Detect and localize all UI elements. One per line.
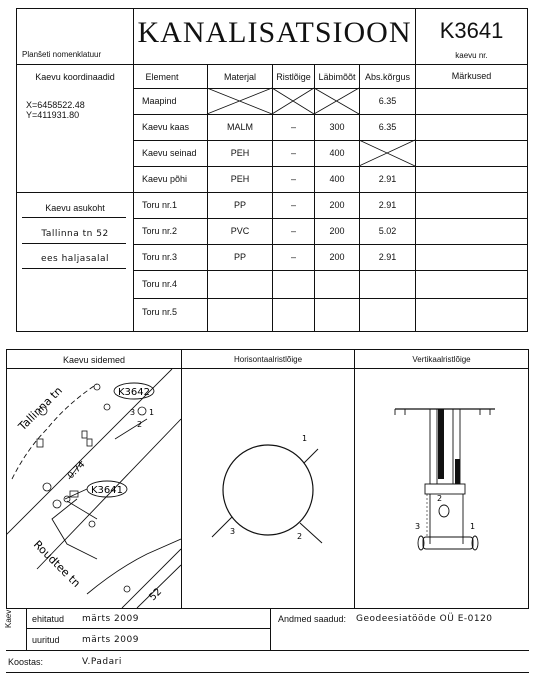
table-cell: Kaevu põhi: [142, 174, 188, 184]
coord-y: Y=411931.80: [26, 110, 80, 120]
well-code-caption: kaevu nr.: [455, 51, 488, 60]
table-cell: 400: [329, 148, 345, 158]
table-cell: Toru nr.5: [142, 307, 178, 317]
table-cell: 300: [329, 122, 345, 132]
table-cell: 200: [329, 226, 345, 236]
table-cell: –: [290, 174, 296, 184]
author-value: V.Padari: [82, 657, 122, 667]
v-pipe-3: 3: [415, 522, 421, 531]
v-pipe-1: 1: [470, 522, 476, 531]
table-cell: PVC: [230, 226, 250, 236]
v-pipe-2: 2: [437, 494, 443, 503]
table-cell: –: [290, 252, 296, 262]
pipe-label-2: 2: [137, 420, 143, 429]
table-cell: 200: [329, 200, 345, 210]
page-title: KANALISATSIOON: [137, 16, 412, 49]
vertical-title: Vertikaalristlõige: [412, 355, 471, 364]
table-cell: 6.35: [378, 96, 397, 106]
built-label: ehitatud: [32, 614, 65, 624]
location-line2: ees haljasalal: [40, 254, 110, 264]
table-cell: Toru nr.4: [142, 279, 178, 289]
col-header-abs: Abs.kõrgus: [364, 72, 411, 82]
table-cell: 2.91: [378, 200, 397, 210]
well-k3641-label: K3641: [90, 485, 124, 496]
well-code: K3641: [439, 18, 504, 43]
table-cell: PEH: [230, 148, 250, 158]
horizontal-title: Horisontaalristlõige: [233, 355, 303, 364]
author-label: Koostas:: [8, 657, 44, 667]
table-cell: 5.02: [378, 226, 397, 236]
col-header-section: Ristlõige: [276, 72, 311, 82]
well-k3642-label: K3642: [117, 387, 151, 398]
table-cell: Toru nr.1: [142, 200, 178, 210]
col-header-element: Element: [145, 72, 179, 82]
source-label: Andmed saadud:: [278, 614, 347, 624]
table-cell: 400: [329, 174, 345, 184]
source-value: Geodeesiatööde OÜ E-0120: [356, 614, 493, 624]
col-header-diameter: Läbimõõt: [318, 72, 356, 82]
table-cell: –: [290, 122, 296, 132]
table-cell: PEH: [230, 174, 250, 184]
nomenclature-label: Planšeti nomenklatuur: [22, 50, 102, 59]
table-cell: PP: [233, 200, 246, 210]
table-cell: Toru nr.3: [142, 252, 178, 262]
vertical-section: [355, 369, 528, 608]
col-header-material: Materjal: [223, 72, 256, 82]
table-cell: –: [290, 200, 296, 210]
coords-label: Kaevu koordinaadid: [35, 72, 115, 82]
table-cell: 2.91: [378, 174, 397, 184]
table-cell: MALM: [226, 122, 253, 132]
number-label: 52: [147, 586, 165, 604]
kaev-label: Kaev: [4, 609, 13, 628]
updated-label: uuritud: [32, 635, 60, 645]
table-cell: Kaevu seinad: [142, 148, 197, 158]
built-value: märts 2009: [82, 614, 139, 624]
table-cell: Toru nr.2: [142, 226, 178, 236]
pipe-label-1: 1: [149, 408, 155, 417]
coord-x: X=6458522.48: [26, 100, 85, 110]
table-cell: 200: [329, 252, 345, 262]
updated-value: märts 2009: [82, 635, 139, 645]
location-line1: Tallinna tn 52: [41, 229, 109, 239]
location-label: Kaevu asukoht: [45, 203, 105, 213]
table-cell: PP: [233, 252, 246, 262]
table-cell: Kaevu kaas: [142, 122, 190, 132]
pipe-label-3: 3: [130, 408, 136, 417]
h-pipe-1: 1: [302, 434, 308, 443]
table-cell: –: [290, 226, 296, 236]
horizontal-section: [182, 369, 354, 608]
h-pipe-3: 3: [230, 527, 236, 536]
links-title: Kaevu sidemed: [62, 355, 126, 365]
col-header-notes: Märkused: [451, 71, 492, 81]
site-plan: [7, 369, 181, 608]
table-cell: –: [290, 148, 296, 158]
distance-label: 0.74: [66, 459, 88, 482]
table-cell: 2.91: [378, 252, 397, 262]
street-label-2: Roudtee tn: [30, 537, 83, 590]
h-pipe-2: 2: [297, 532, 303, 541]
table-cell: 6.35: [378, 122, 397, 132]
street-label-1: Tallinna tn: [15, 384, 65, 434]
table-cell: Maapind: [142, 96, 177, 106]
